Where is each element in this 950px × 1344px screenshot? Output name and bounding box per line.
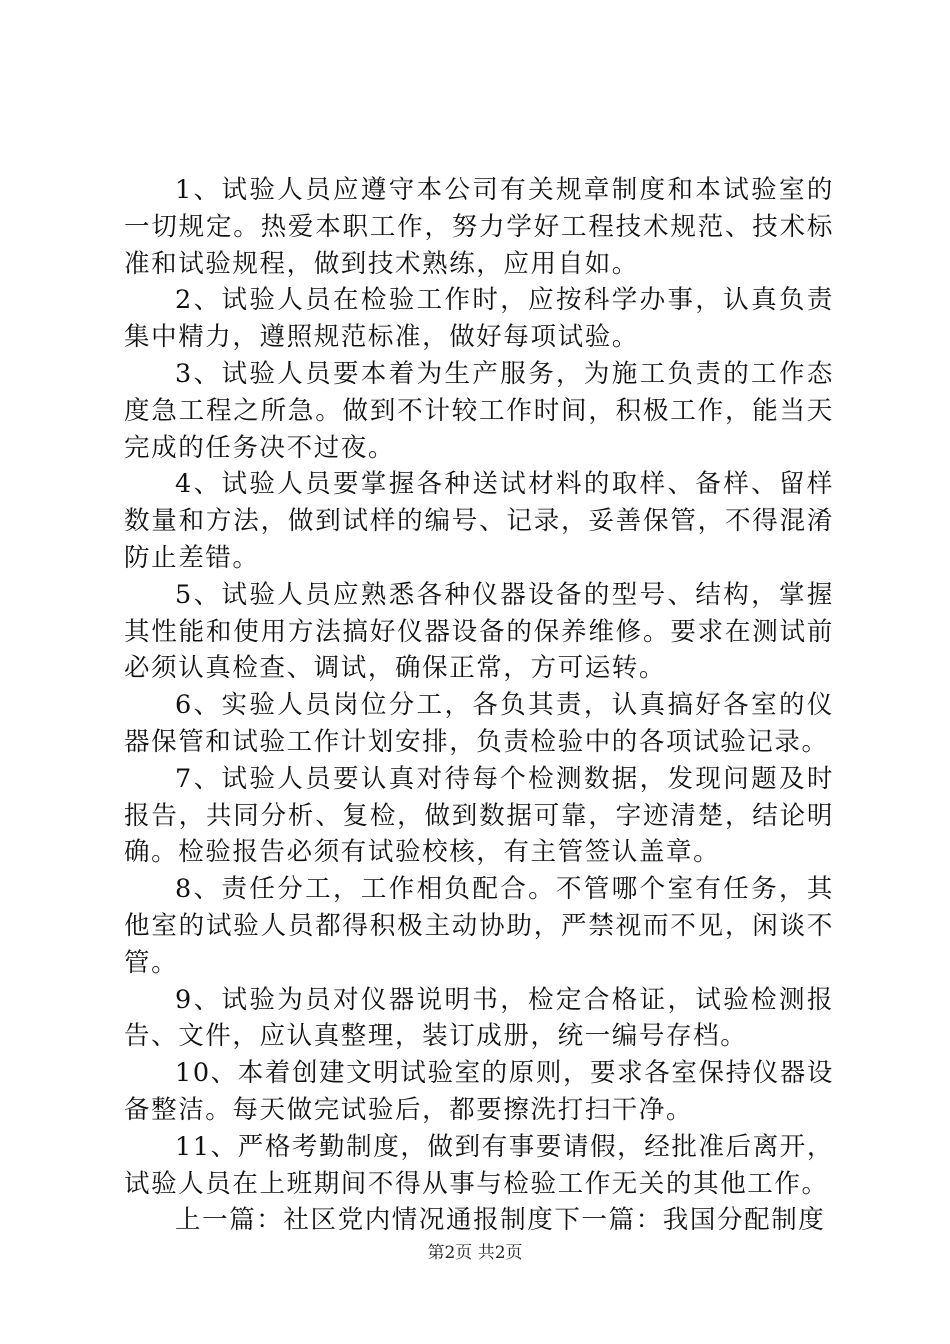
paragraph-rule-10: 10、本着创建文明试验室的原则，要求各室保持仪器设备整洁。每天做完试验后，都要擦洗打扫干净。 [124, 1058, 834, 1125]
paragraph-rule-8: 8、责任分工，工作相负配合。不管哪个室有任务，其他室的试验人员都得积极主动协助，严禁视而不见，闲谈不管。 [124, 874, 834, 978]
paragraph-rule-11: 11、严格考勤制度，做到有事要请假，经批准后离开，试验人员在上班期间不得从事与检验工作无关的其他工作。 [124, 1131, 834, 1199]
paragraph-rule-3: 3、试验人员要本着为生产服务，为施工负责的工作态度急工程之所急。做到不计较工作时间，积极工作，能当天完成的任务决不过夜。 [124, 358, 834, 463]
paragraph-rule-5: 5、试验人员应熟悉各种仪器设备的型号、结构，掌握其性能和使用方法搞好仪器设备的保养维修。要求在测试前必须认真检查、调试，确保正常，方可运转。 [124, 579, 834, 684]
document-body [124, 172, 834, 1239]
paragraph-rule-4: 4、试验人员要掌握各种送试材料的取样、备样、留样数量和方法，做到试样的编号、记录，妥善保管，不得混淆防止差错。 [124, 469, 834, 573]
paragraph-rule-1: 1、试验人员应遵守本公司有关规章制度和本试验室的一切规定。热爱本职工作，努力学好工程技术规范、技术标准和试验规程，做到技术熟练，应用自如。 [124, 175, 834, 279]
paragraph-rule-7: 7、试验人员要认真对待每个检测数据，发现问题及时报告，共同分析、复检，做到数据可靠，字迹清楚，结论明确。检验报告必须有试验校核，有主管签认盖章。 [124, 763, 834, 868]
prev-next-links[interactable]: 上一篇：社区党内情况通报制度下一篇：我国分配制度 [175, 1205, 826, 1236]
paragraph-rule-9: 9、试验为员对仪器说明书，检定合格证，试验检测报告、文件，应认真整理，装订成册，统一编号存档。 [124, 984, 834, 1052]
paragraph-rule-6: 6、实验人员岗位分工，各负其责，认真搞好各室的仪器保管和试验工作计划安排，负责检验中的各项试验记录。 [124, 690, 834, 757]
page-number-footer: 第2页 共2页 [427, 1243, 523, 1263]
paragraph-rule-2: 2、试验人员在检验工作时，应按科学办事，认真负责集中精力，遵照规范标准，做好每项试验。 [124, 285, 834, 353]
